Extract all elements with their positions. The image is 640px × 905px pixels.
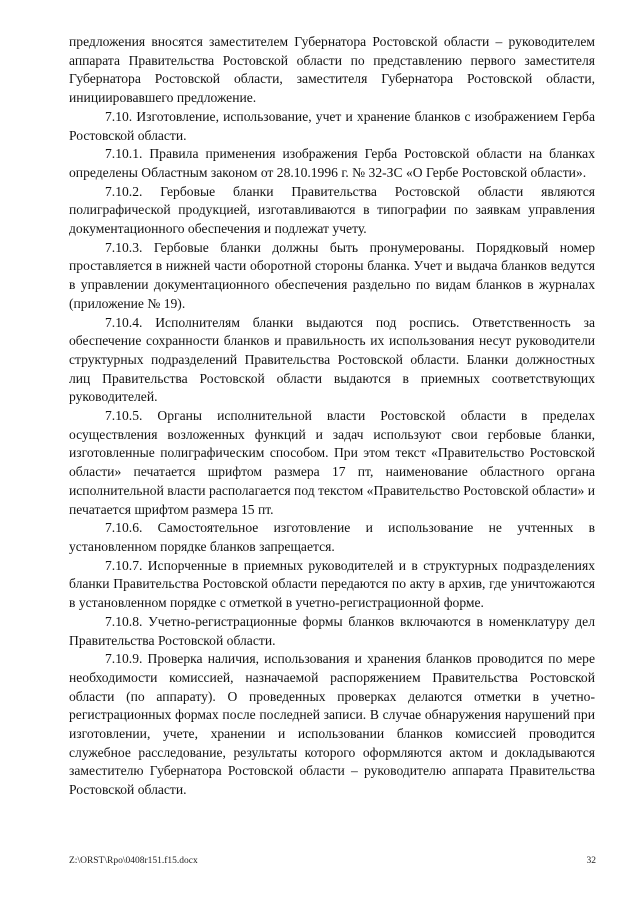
footer-file-path: Z:\ORST\Rpo\0408r151.f15.docx [69,856,198,866]
paragraph-7-10-9: 7.10.9. Проверка наличия, использования и хранения бланков проводится по мере необходимости комиссией, назначаемой распоряжением Правительства Ростовской области (по аппарату). О проведенных проверках делаются отметки в учетно-регистрационных формах после последней записи. В случае обнаружения нарушений при изготовлении, учете, хранении и использовании бланков комиссией проводится служебное расследование, результаты которого оформляются актом и докладываются заместителю Губернатора Ростовской области – руководителю аппарата Правительства Ростовской области. [69,651,595,798]
document-body [69,33,595,800]
paragraph-7-10-4: 7.10.4. Исполнителям бланки выдаются под роспись. Ответственность за обеспечение сохранности бланков и правильность их использования несут руководители структурных подразделений Правительства Ростовской области. Бланки должностных лиц Правительства Ростовской области выдаются в приемных соответствующих руководителей. [69,314,595,405]
paragraph-7-10-7: 7.10.7. Испорченные в приемных руководителей и в структурных подразделениях бланки Правительства Ростовской области передаются по акту в архив, где уничтожаются в установленном порядке с отметкой в учетно-регистрационной форме. [69,557,595,611]
paragraph-7-10-8: 7.10.8. Учетно-регистрационные формы бланков включаются в номенклатуру дел Правительства Ростовской области. [69,613,595,648]
paragraph-7-10-6: 7.10.6. Самостоятельное изготовление и использование не учтенных в установленном порядке бланков запрещается. [69,520,595,554]
paragraph-7-10-5: 7.10.5. Органы исполнительной власти Ростовской области в пределах осуществления возложенных функций и задач используют свои гербовые бланки, изготовленные полиграфическим способом. При этом текст «Правительство Ростовской области» печатается шрифтом размера 17 пт, наименование областного органа исполнительной власти располагается под текстом «Правительство Ростовской области» и печатается шрифтом размера 15 пт. [69,408,595,517]
paragraph-7-10: 7.10. Изготовление, использование, учет и хранение бланков с изображением Герба Ростовской области. [69,108,595,143]
footer-page-number: 32 [586,856,596,866]
paragraph-7-10-2: 7.10.2. Гербовые бланки Правительства Ростовской области являются полиграфической продукцией, изготавливаются в типографии по заявкам управления документационного обеспечения и подлежат учету. [69,183,595,237]
paragraph-7-10-1: 7.10.1. Правила применения изображения Герба Ростовской области на бланках определены Областным законом от 28.10.1996 г. № 32-ЗС «О Гербе Ростовской области». [69,146,595,180]
paragraph-7-10-3: 7.10.3. Гербовые бланки должны быть пронумерованы. Порядковый номер проставляется в нижней части оборотной стороны бланка. Учет и выдача бланков ведутся в управлении документационного обеспечения раздельно по видам бланков в журналах (приложение № 19). [69,239,595,311]
paragraph-continuation: предложения вносятся заместителем Губернатора Ростовской области – руководителем аппарата Правительства Ростовской области по представлению первого заместителя Губернатора Ростовской области, заместителя Губернатора Ростовской области, инициировавшего предложение. [69,34,595,106]
